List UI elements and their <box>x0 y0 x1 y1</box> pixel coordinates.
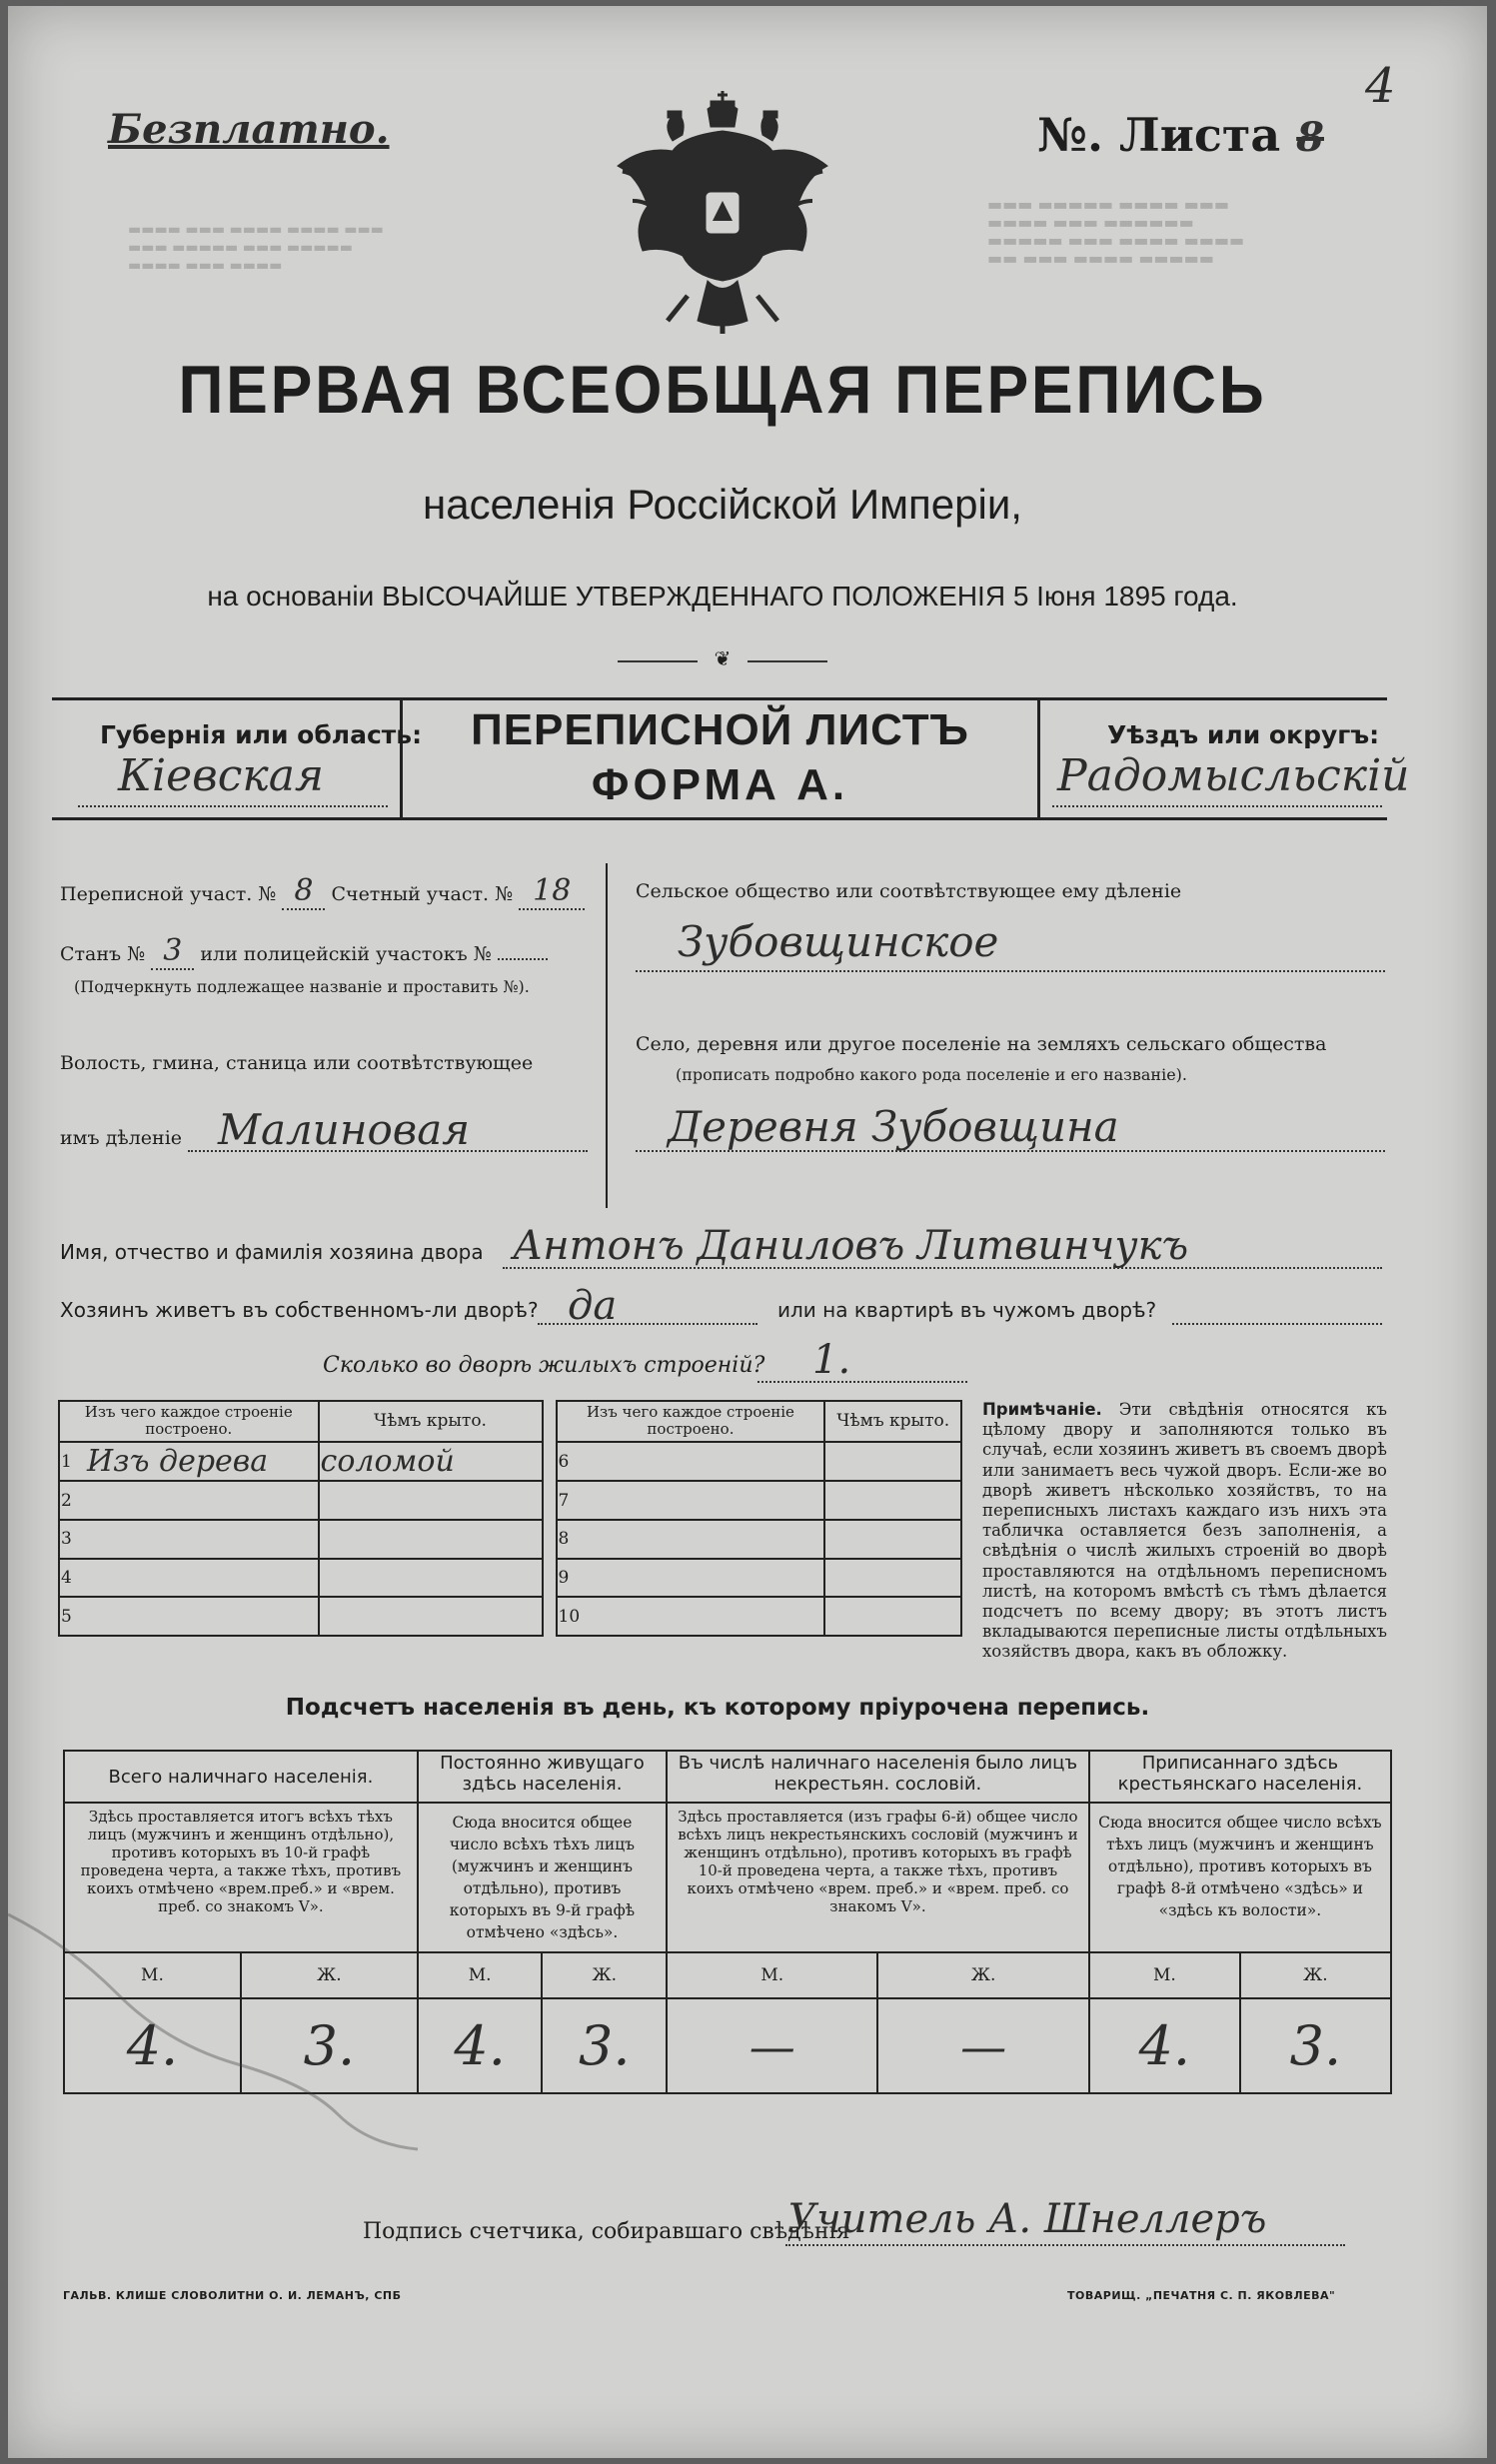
village-value: Деревня Зубовщина <box>668 1102 1119 1151</box>
rent-line <box>1172 1323 1382 1325</box>
uezd-label: Уѣздъ или округъ: <box>1107 720 1380 749</box>
free-label: Безплатно. <box>108 106 390 153</box>
stan-note: (Подчеркнуть подлежащее названіе и проставить №). <box>74 977 530 996</box>
police-label: или полицейскій участокъ № <box>200 943 492 965</box>
rent-label: или на квартирѣ въ чужомъ дворѣ? <box>777 1298 1157 1322</box>
region-divider-right <box>1037 697 1040 820</box>
society-value-line <box>636 970 1385 972</box>
village-note: (прописать подробно какого рода поселеніе и его названіе). <box>676 1065 1187 1084</box>
col1-desc: Здѣсь проставляется итогъ всѣхъ тѣхъ лицъ (мужчинъ и женщинъ отдѣльно), противъ которыхъ въ 10-й графѣ проведена черта, а также тѣхъ, противъ коихъ отмѣчено «врем.преб.» и «врем. преб. со знакомъ V». <box>64 1803 418 1952</box>
permanent-female-value: 3. <box>542 1998 667 2093</box>
bleed-through-2: ▬▬▬▬ ▬▬▬ ▬▬▬▬ ▬▬▬▬ ▬▬▬ ▬▬▬ ▬▬▬▬▬ ▬▬▬ ▬▬▬▬▬ ▬▬▬▬ ▬▬▬ ▬▬▬▬ <box>128 222 384 274</box>
row-number: 9 <box>557 1559 584 1598</box>
guberniya-label: Губернія или область: <box>100 720 423 749</box>
total-female-value: 3. <box>241 1998 418 2093</box>
signature-line <box>785 2244 1345 2246</box>
tear-mark <box>8 1904 428 2154</box>
col4-title: Приписаннаго здѣсь крестьянскаго населенія. <box>1089 1751 1391 1803</box>
total-male-value: 4. <box>64 1998 241 2093</box>
stan-row <box>60 933 600 968</box>
ornament-glyph: ❦ <box>698 646 748 670</box>
row-number: 1 <box>59 1442 86 1482</box>
subtitle: населенія Россійской Имперіи, <box>423 481 1022 528</box>
row1-material: Изъ дерева <box>86 1442 319 1482</box>
male-header: М. <box>667 1952 877 1998</box>
buildings-table <box>58 1400 962 1637</box>
female-header: Ж. <box>1240 1952 1391 1998</box>
own-yard-value: да <box>568 1283 618 1329</box>
volost-value-line <box>188 1150 588 1152</box>
census-form-page <box>8 6 1487 2458</box>
row-number: 6 <box>557 1442 584 1482</box>
col1-title: Всего наличнаго населенія. <box>64 1751 418 1803</box>
volost-label: Волость, гмина, станица или соотвѣтствующее <box>60 1052 534 1074</box>
form-title: ПЕРЕПИСНОЙ ЛИСТЪ <box>471 705 969 754</box>
col-roof-right: Чѣмъ крыто. <box>824 1401 961 1442</box>
bleed-through: ▬▬▬ ▬▬▬▬▬ ▬▬▬▬ ▬▬▬ ▬▬▬▬ ▬▬▬ ▬▬▬▬▬▬ ▬▬▬▬▬ ▬▬▬ ▬▬▬▬ ▬▬▬▬ ▬▬ ▬▬▬ ▬▬▬▬ ▬▬▬▬▬ <box>987 195 1245 268</box>
row-number: 2 <box>59 1481 86 1520</box>
population-title: Подсчетъ населенія въ день, къ которому пріурочена перепись. <box>285 1695 1150 1721</box>
owner-name-label: Имя, отчество и фамилія хозяина двора <box>60 1240 484 1264</box>
col4-desc: Сюда вносится общее число всѣхъ тѣхъ лицъ (мужчинъ и женщинъ отдѣльно), противъ которыхъ въ графѣ 8-й отмѣчено «здѣсь» и «здѣсь къ волости». <box>1089 1803 1391 1952</box>
buildings-line <box>757 1381 967 1383</box>
count-value: 18 <box>519 873 585 910</box>
female-header: Ж. <box>877 1952 1088 1998</box>
signature-value: Учитель А. Шнеллеръ <box>787 2196 1267 2242</box>
village-value-line <box>636 1150 1385 1152</box>
row-number: 3 <box>59 1520 86 1559</box>
col3-title: Въ числѣ наличнаго населенія было лицъ некрестьян. сословій. <box>667 1751 1089 1803</box>
sheet-number-text: №. Листа <box>1037 108 1281 162</box>
footer-right: ТОВАРИЩ. „ПЕЧАТНЯ С. П. ЯКОВЛЕВА" <box>1067 2289 1336 2302</box>
guberniya-value: Кіевская <box>118 750 325 801</box>
owner-name-value: Антонъ Даниловъ Литвинчукъ <box>513 1223 1189 1269</box>
registered-male-value: 4. <box>1089 1998 1240 2093</box>
female-header: Ж. <box>241 1952 418 1998</box>
main-title: ПЕРВАЯ ВСЕОБЩАЯ ПЕРЕПИСЬ <box>178 352 1267 428</box>
form-name: ФОРМА А. <box>591 760 849 809</box>
uezd-value: Радомысльскій <box>1057 750 1410 801</box>
region-bottom-rule <box>52 817 1387 820</box>
guberniya-value-line <box>78 805 388 807</box>
count-label: Счетный участ. № <box>331 883 514 905</box>
own-yard-line <box>538 1323 757 1325</box>
row-number: 8 <box>557 1520 584 1559</box>
footer-left: ГАЛЬВ. КЛИШЕ СЛОВОЛИТНИ О. И. ЛЕМАНЪ, СПБ <box>63 2289 402 2302</box>
permanent-male-value: 4. <box>418 1998 543 2093</box>
double-headed-eagle-icon <box>613 91 832 336</box>
buildings-value: 1. <box>812 1337 851 1383</box>
sheet-number-value: 8 <box>1296 114 1324 161</box>
owner-name-line <box>503 1267 1382 1269</box>
note-label: Примѣчаніе. <box>982 1400 1102 1419</box>
uezd-value-line <box>1052 805 1382 807</box>
row1-roof: соломой <box>319 1442 543 1482</box>
basis-line: на основаніи ВЫСОЧАЙШЕ УТВЕРЖДЕННАГО ПОЛОЖЕНІЯ 5 Іюня 1895 года. <box>207 581 1238 612</box>
col2-desc: Сюда вносится общее число всѣхъ тѣхъ лицъ (мужчинъ и женщинъ отдѣльно), противъ которыхъ въ 9-й графѣ отмѣчено «здѣсь». <box>418 1803 667 1952</box>
stan-label: Станъ № <box>60 943 146 965</box>
village-label: Село, деревня или другое поселеніе на земляхъ сельскаго общества <box>636 1033 1327 1055</box>
non-peasant-female-value: — <box>877 1998 1088 2093</box>
volost-label-2: имъ дѣленіе <box>60 1127 183 1149</box>
row-number: 10 <box>557 1597 584 1636</box>
registered-female-value: 3. <box>1240 1998 1391 2093</box>
col3-desc: Здѣсь проставляется (изъ графы 6-й) общее число всѣхъ лицъ некрестьянскихъ сословій (мужчинъ и женщинъ отдѣльно), противъ которыхъ въ графѣ 10-й проведена черта, а также тѣхъ, противъ коихъ отмѣчено «врем. преб.» и «врем. преб. со знакомъ V». <box>667 1803 1089 1952</box>
row-number: 5 <box>59 1597 86 1636</box>
non-peasant-male-value: — <box>667 1998 877 2093</box>
row-number: 7 <box>557 1481 584 1520</box>
col2-title: Постоянно живущаго здѣсь населенія. <box>418 1751 667 1803</box>
female-header: Ж. <box>542 1952 667 1998</box>
sheet-number-label <box>1037 108 1324 162</box>
male-header: М. <box>418 1952 543 1998</box>
signature-label: Подпись счетчика, собиравшаго свѣдѣнія <box>363 2219 850 2244</box>
region-top-rule <box>52 697 1387 700</box>
own-yard-label: Хозяинъ живетъ въ собственномъ-ли дворѣ? <box>60 1298 539 1322</box>
district-label: Переписной участ. № <box>60 883 277 905</box>
district-value: 8 <box>282 873 325 910</box>
society-label: Сельское общество или соотвѣтствующее ему дѣленіе <box>636 880 1182 902</box>
col-material-right: Изъ чего каждое строеніе построено. <box>557 1401 825 1442</box>
note-text: Эти свѣдѣнія относятся къ цѣлому двору и заполняются только въ случаѣ, если хозяинъ живетъ въ своемъ дворѣ или занимаетъ весь чужой дворъ. Если-же во дворѣ живетъ нѣсколько хозяйствъ, то на переписныхъ листахъ каждаго изъ нихъ эта табличка оставляется безъ заполненія, а свѣдѣнія о числѣ жилыхъ строеній во дворѣ проставляются на отдѣльномъ переписномъ листѣ, на которомъ вмѣстѣ съ тѣмъ дѣлается подсчетъ по всему двору; въ этотъ листъ вкладываются переписные листы отдѣльныхъ хозяйствъ двора, какъ въ обложку. <box>982 1400 1387 1662</box>
male-header: М. <box>1089 1952 1240 1998</box>
col-material-left: Изъ чего каждое строеніе построено. <box>59 1401 319 1442</box>
col-roof-left: Чѣмъ крыто. <box>319 1401 543 1442</box>
district-row <box>60 873 600 908</box>
stan-value: 3 <box>151 933 194 970</box>
location-column-divider <box>606 863 608 1208</box>
row-number: 4 <box>59 1559 86 1598</box>
society-value: Зубовщинское <box>678 917 999 966</box>
buildings-note <box>982 1400 1387 1663</box>
buildings-label: Сколько во дворѣ жилыхъ строеній? <box>323 1353 765 1378</box>
male-header: М. <box>64 1952 241 1998</box>
corner-mark: 4 <box>1365 58 1396 114</box>
volost-value: Малиновая <box>218 1105 471 1154</box>
